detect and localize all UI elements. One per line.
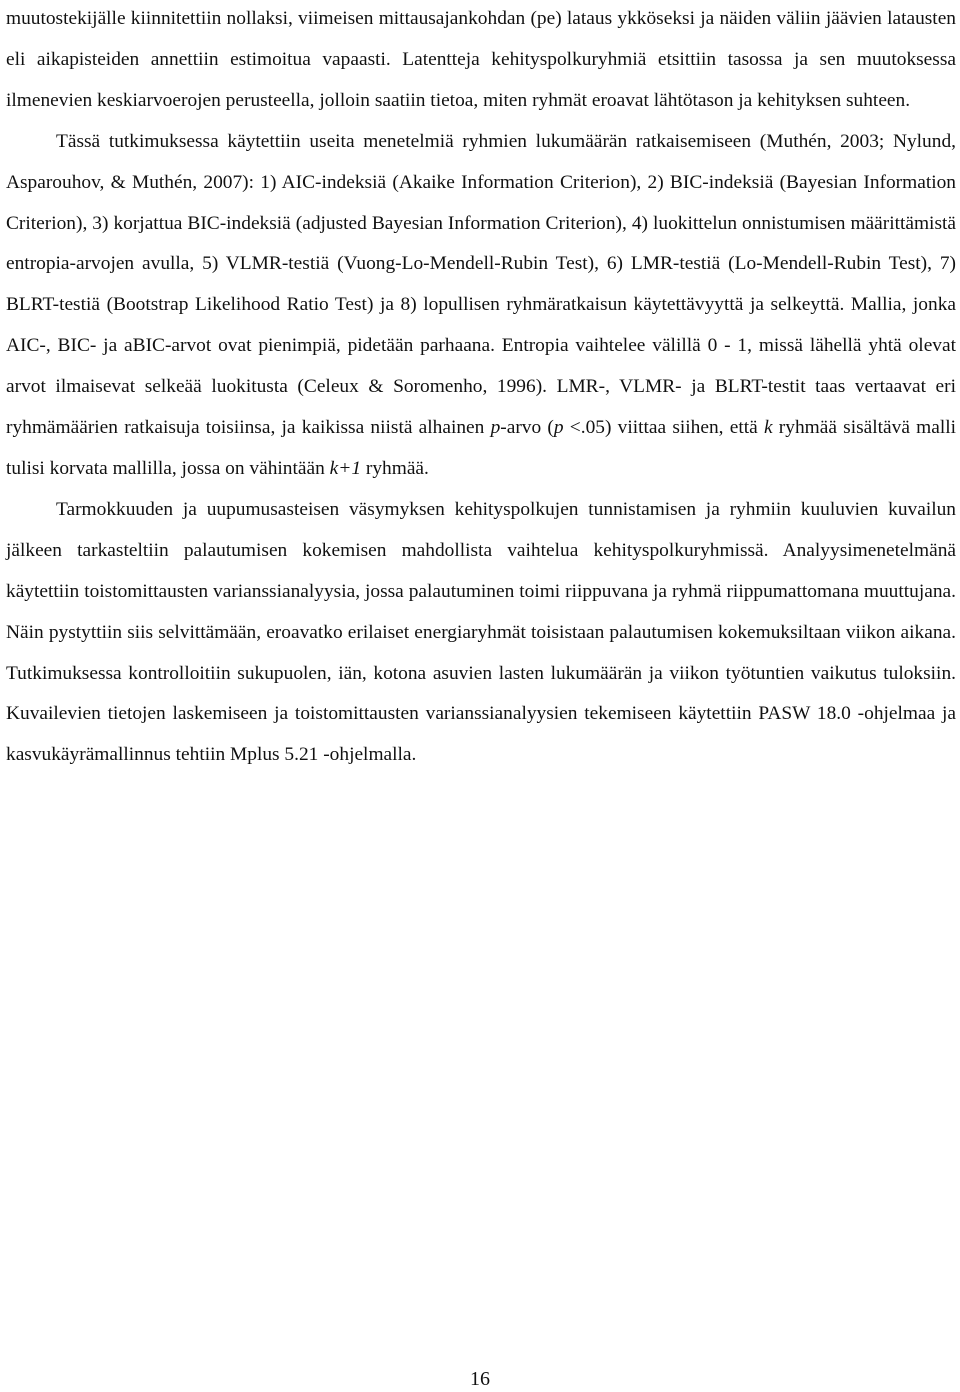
paragraph <box>6 490 956 776</box>
text-run: muutostekijälle kiinnitettiin nollaksi, viimeisen mittausajankohdan (pe) lataus ykköseksi ja näiden väliin jäävien latausten eli aikapisteiden annettiin estimoitua vapaasti. Latentteja kehityspolkuryhmiä etsittiin tasossa ja sen muutoksessa ilmenevien keskiarvoerojen perusteella, jolloin saatiin tietoa, miten ryhmät eroavat lähtötason ja kehityksen suhteen. <box>6 8 956 111</box>
text-run: Tarmokkuuden ja uupumusasteisen väsymyksen kehityspolkujen tunnistamisen ja ryhmiin kuuluvien kuvailun jälkeen tarkasteltiin palautumisen kokemisen mahdollista vaihtelua kehityspolkuryhmissä. Analyysimenetelmänä käytettiin toistomittausten varianssianalyysia, jossa palautuminen toimi riippuvana ja ryhmä riippumattomana muuttujana. Näin pystyttiin siis selvittämään, eroavatko erilaiset energiaryhmät toisistaan palautumisen kokemuksiltaan viikon aikana. Tutkimuksessa kontrolloitiin sukupuolen, iän, kotona asuvien lasten lukumäärän ja viikon työtuntien vaikutus tuloksiin. Kuvailevien tietojen laskemiseen ja toistomittausten varianssianalyysien tekemiseen käytettiin PASW 18.0 -ohjelmaa ja kasvukäyrämallinnus tehtiin Mplus 5.21 -ohjelmalla. <box>6 498 956 766</box>
text-run: <.05) viittaa siihen, että <box>563 417 764 439</box>
italic-text-run: k+1 <box>329 457 362 479</box>
italic-text-run: k <box>763 417 773 439</box>
text-run: ryhmää sisältävä malli tulisi korvata mallilla, jossa on vähintään <box>6 417 956 479</box>
text-run: -arvo ( <box>500 417 554 439</box>
page-number: 16 <box>470 1368 490 1390</box>
text-run: Tässä tutkimuksessa käytettiin useita menetelmiä ryhmien lukumäärän ratkaisemiseen (Muthén, 2003; Nylund, Asparouhov, & Muthén, 2007): 1) AIC-indeksiä (Akaike Information Criterion), 2) BIC-indeksiä (Bayesian Information Criterion), 3) korjattua BIC-indeksiä (adjusted Bayesian Information Criterion), 4) luokittelun onnistumisen määrittämistä entropia-arvojen avulla, 5) VLMR-testiä (Vuong-Lo-Mendell-Rubin Test), 6) LMR-testiä (Lo-Mendell-Rubin Test), 7) BLRT-testiä (Bootstrap Likelihood Ratio Test) ja 8) lopullisen ryhmäratkaisun käytettävyyttä ja selkeyttä. Mallia, jonka AIC-, BIC- ja aBIC-arvot ovat pienimpiä, pidetään parhaana. Entropia vaihtelee välillä 0 - 1, missä lähellä yhtä olevat arvot ilmaisevat selkeää luokitusta (Celeux & Soromenho, 1996). LMR-, VLMR- ja BLRT-testit taas vertaavat eri ryhmämäärien ratkaisuja toisiinsa, ja kaikissa niistä alhainen <box>6 130 956 439</box>
paragraph <box>6 0 956 122</box>
italic-text-run: p <box>553 417 564 439</box>
italic-text-run: p <box>490 417 501 439</box>
paragraph <box>6 122 956 490</box>
body-text <box>6 0 956 776</box>
text-run: ryhmää. <box>361 457 429 479</box>
